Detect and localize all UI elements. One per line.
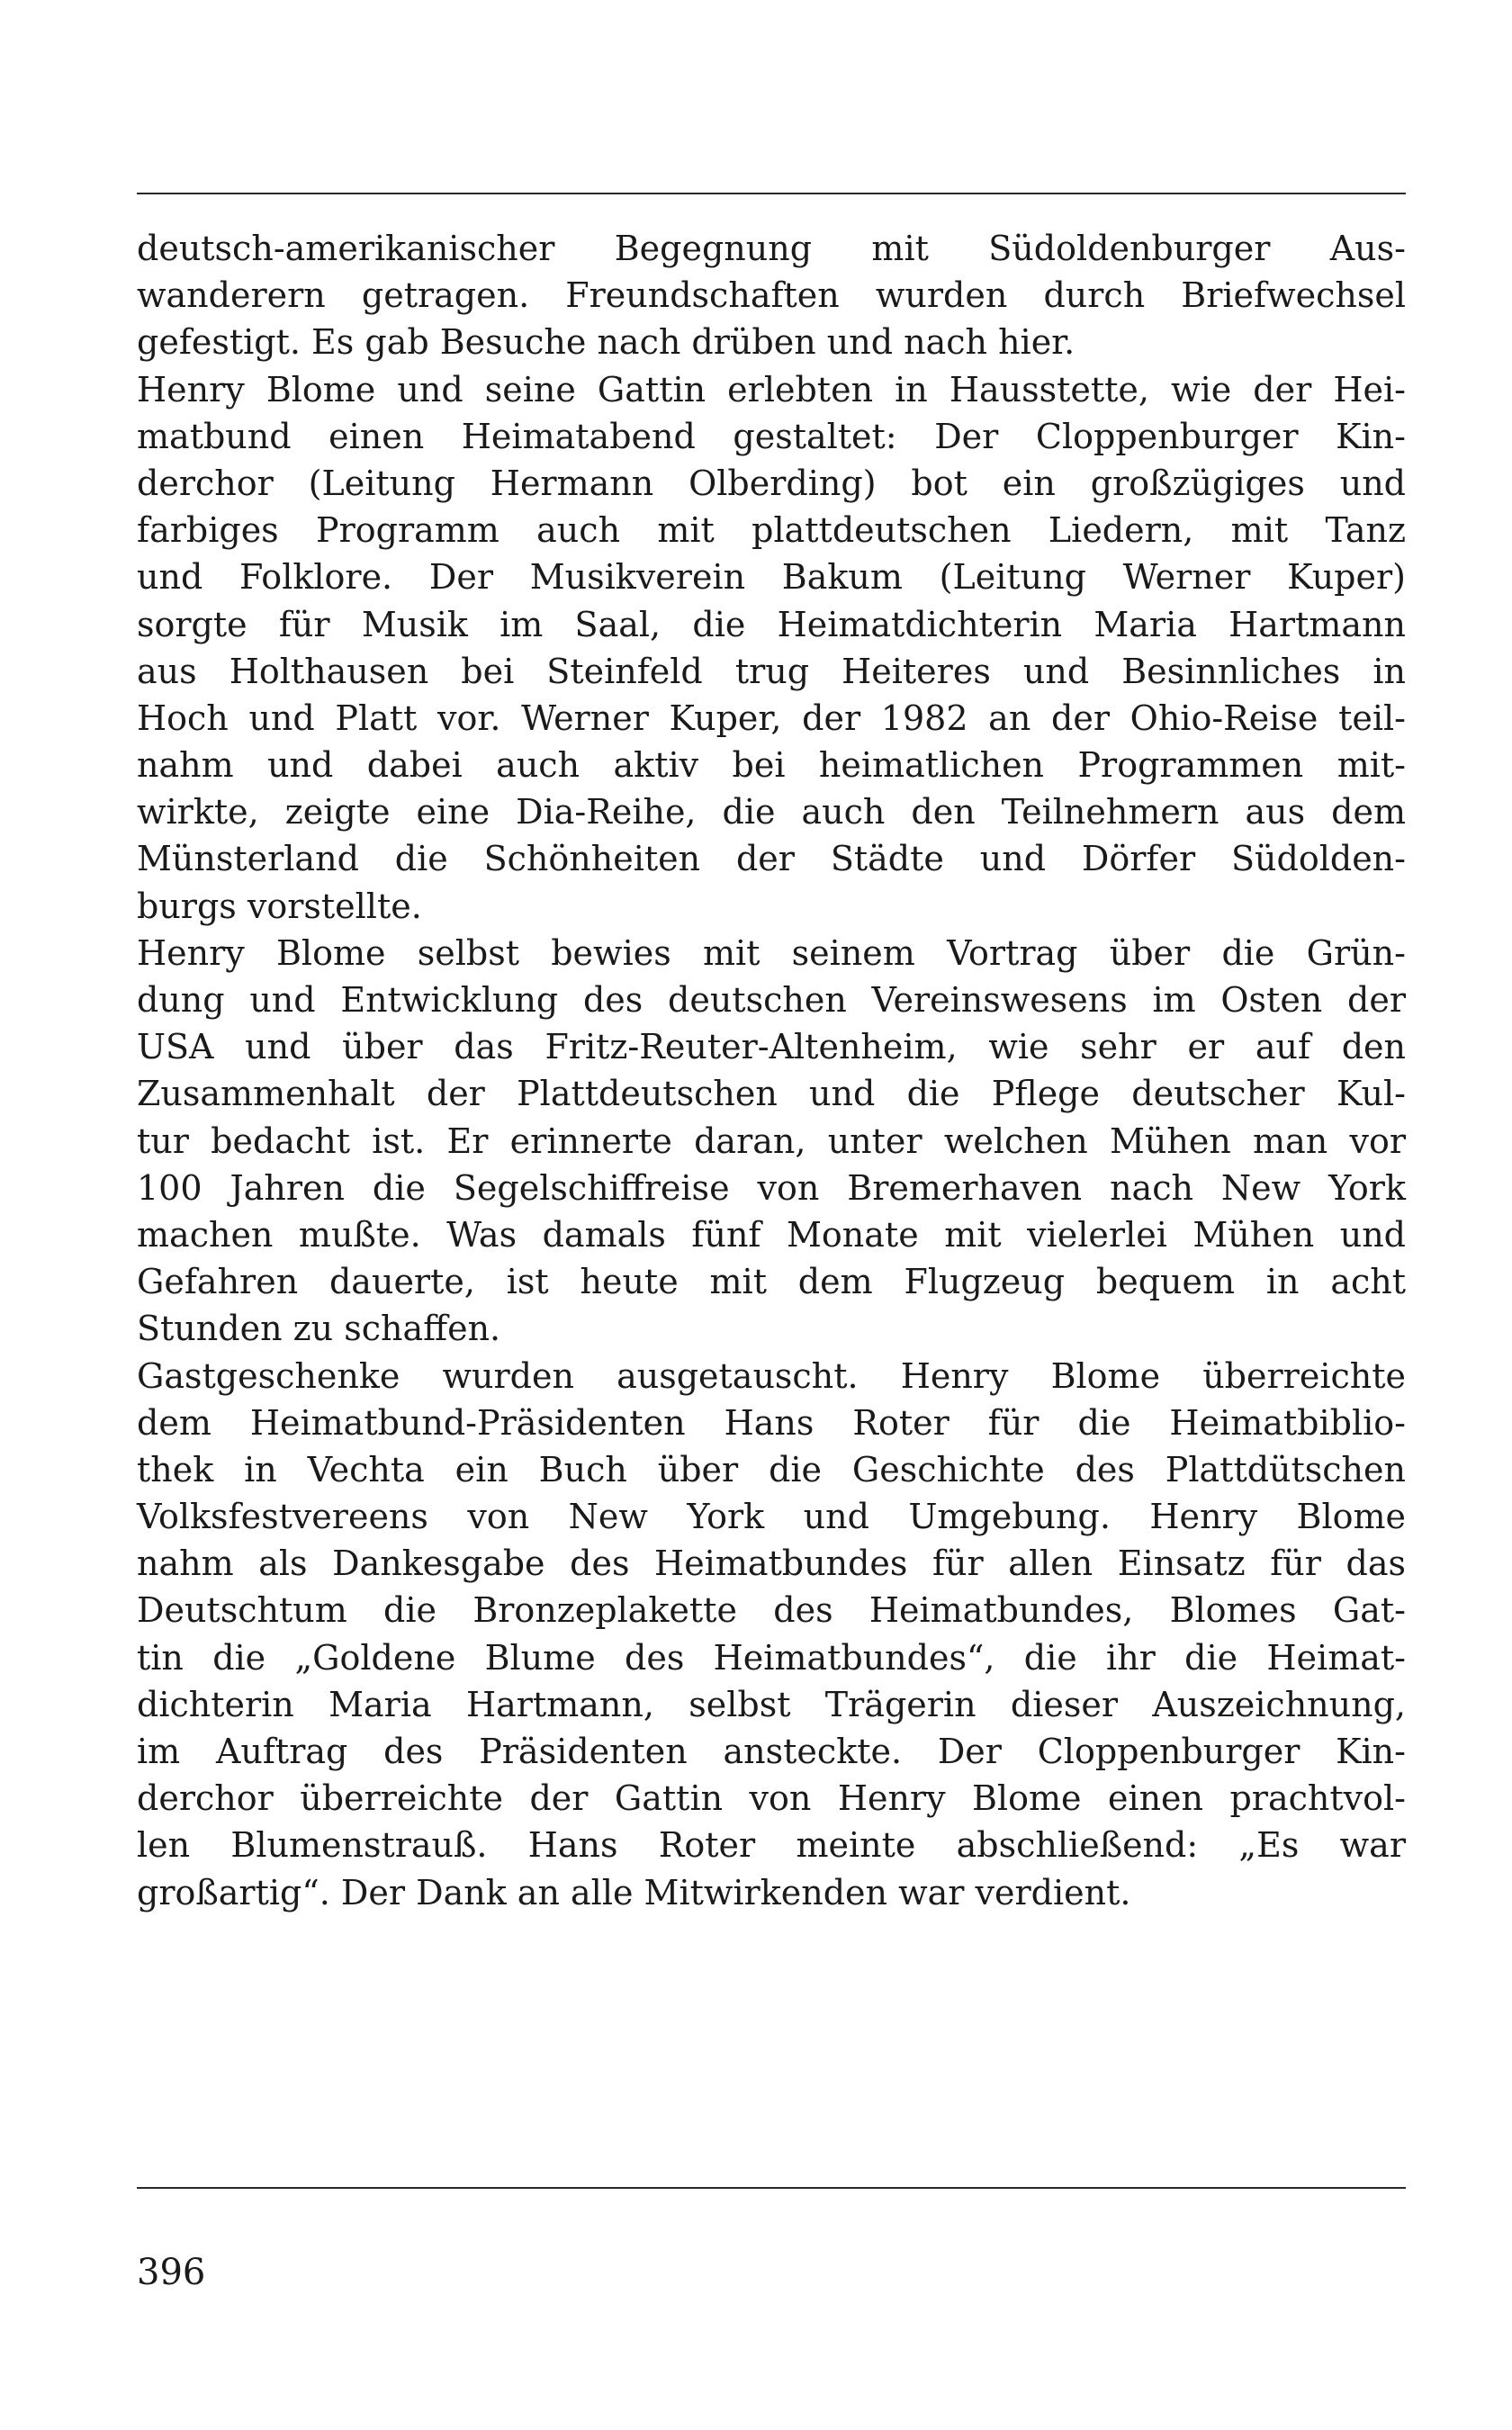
text-line: wirkte, zeigte eine Dia-Reihe, die auch den Teilnehmern aus dem bbox=[137, 792, 1406, 832]
text-line: burgs vorstellte. bbox=[137, 886, 422, 926]
text-line: thek in Vechta ein Buch über die Geschichte des Plattdütschen bbox=[137, 1449, 1406, 1490]
text-line: aus Holthausen bei Steinfeld trug Heiteres und Besinnliches in bbox=[137, 651, 1406, 691]
text-line: Henry Blome und seine Gattin erlebten in Hausstette, wie der Hei- bbox=[137, 369, 1406, 410]
text-line: machen mußte. Was damals fünf Monate mit vielerlei Mühen und bbox=[137, 1214, 1406, 1255]
text-line: Stunden zu schaffen. bbox=[137, 1309, 501, 1349]
text-line: Gefahren dauerte, ist heute mit dem Flugzeug bequem in acht bbox=[137, 1262, 1406, 1302]
text-line: Henry Blome selbst bewies mit seinem Vortrag über die Grün- bbox=[137, 932, 1406, 973]
text-line: nahm und dabei auch aktiv bei heimatlichen Programmen mit- bbox=[137, 745, 1406, 786]
text-line: Zusammenhalt der Plattdeutschen und die Pflege deutscher Kul- bbox=[137, 1074, 1406, 1114]
text-line: 100 Jahren die Segelschiffreise von Bremerhaven nach New York bbox=[137, 1167, 1406, 1208]
text-line: derchor (Leitung Hermann Olberding) bot ein großzügiges und bbox=[137, 463, 1406, 503]
text-line: dichterin Maria Hartmann, selbst Trägerin dieser Auszeichnung, bbox=[137, 1684, 1406, 1724]
text-line: len Blumenstrauß. Hans Roter meinte abschließend: „Es war bbox=[137, 1825, 1406, 1866]
text-line: deutsch-amerikanischer Begegnung mit Südoldenburger Aus- bbox=[137, 229, 1406, 268]
text-line: matbund einen Heimatabend gestaltet: Der Cloppenburger Kin- bbox=[137, 416, 1406, 456]
text-line: Münsterland die Schönheiten der Städte und Dörfer Südolden- bbox=[137, 839, 1406, 879]
text-line: farbiges Programm auch mit plattdeutschen Liedern, mit Tanz bbox=[137, 510, 1406, 551]
text-line: Gastgeschenke wurden ausgetauscht. Henry Blome überreichte bbox=[137, 1355, 1406, 1396]
text-line: im Auftrag des Präsidenten ansteckte. Der Cloppenburger Kin- bbox=[137, 1732, 1406, 1771]
text-line: tin die „Goldene Blume des Heimatbundes“, die ihr die Heimat- bbox=[137, 1637, 1406, 1678]
text-line: sorgte für Musik im Saal, die Heimatdichterin Maria Hartmann bbox=[137, 604, 1406, 644]
text-line: gefestigt. Es gab Besuche nach drüben und nach hier. bbox=[137, 322, 1076, 363]
text-line: und Folklore. Der Musikverein Bakum (Leitung Werner Kuper) bbox=[137, 557, 1406, 598]
text-line: nahm als Dankesgabe des Heimatbundes für allen Einsatz für das bbox=[137, 1544, 1406, 1584]
text-line: dung und Entwicklung des deutschen Vereinswesens im Osten der bbox=[137, 980, 1406, 1020]
text-line: wanderern getragen. Freundschaften wurden durch Briefwechsel bbox=[137, 275, 1406, 316]
bottom-rule bbox=[137, 2187, 1406, 2189]
text-line: Volksfestvereens von New York und Umgebung. Henry Blome bbox=[137, 1497, 1406, 1537]
text-line: USA und über das Fritz-Reuter-Altenheim, wie sehr er auf den bbox=[137, 1027, 1406, 1067]
text-line: Deutschtum die Bronzeplakette des Heimatbundes, Blomes Gat- bbox=[137, 1590, 1406, 1631]
top-rule bbox=[137, 193, 1406, 194]
text-line: Hoch und Platt vor. Werner Kuper, der 1982 an der Ohio-Reise teil- bbox=[137, 698, 1406, 738]
text-line: derchor überreichte der Gattin von Henry Blome einen prachtvol- bbox=[137, 1778, 1406, 1819]
body-text bbox=[137, 225, 1406, 1916]
text-line: großartig“. Der Dank an alle Mitwirkenden war verdient. bbox=[137, 1872, 1131, 1912]
text-line: tur bedacht ist. Er erinnerte daran, unter welchen Mühen man vor bbox=[137, 1120, 1406, 1161]
text-line: dem Heimatbund-Präsidenten Hans Roter für die Heimatbiblio- bbox=[137, 1402, 1406, 1443]
page-number: 396 bbox=[137, 2252, 206, 2293]
